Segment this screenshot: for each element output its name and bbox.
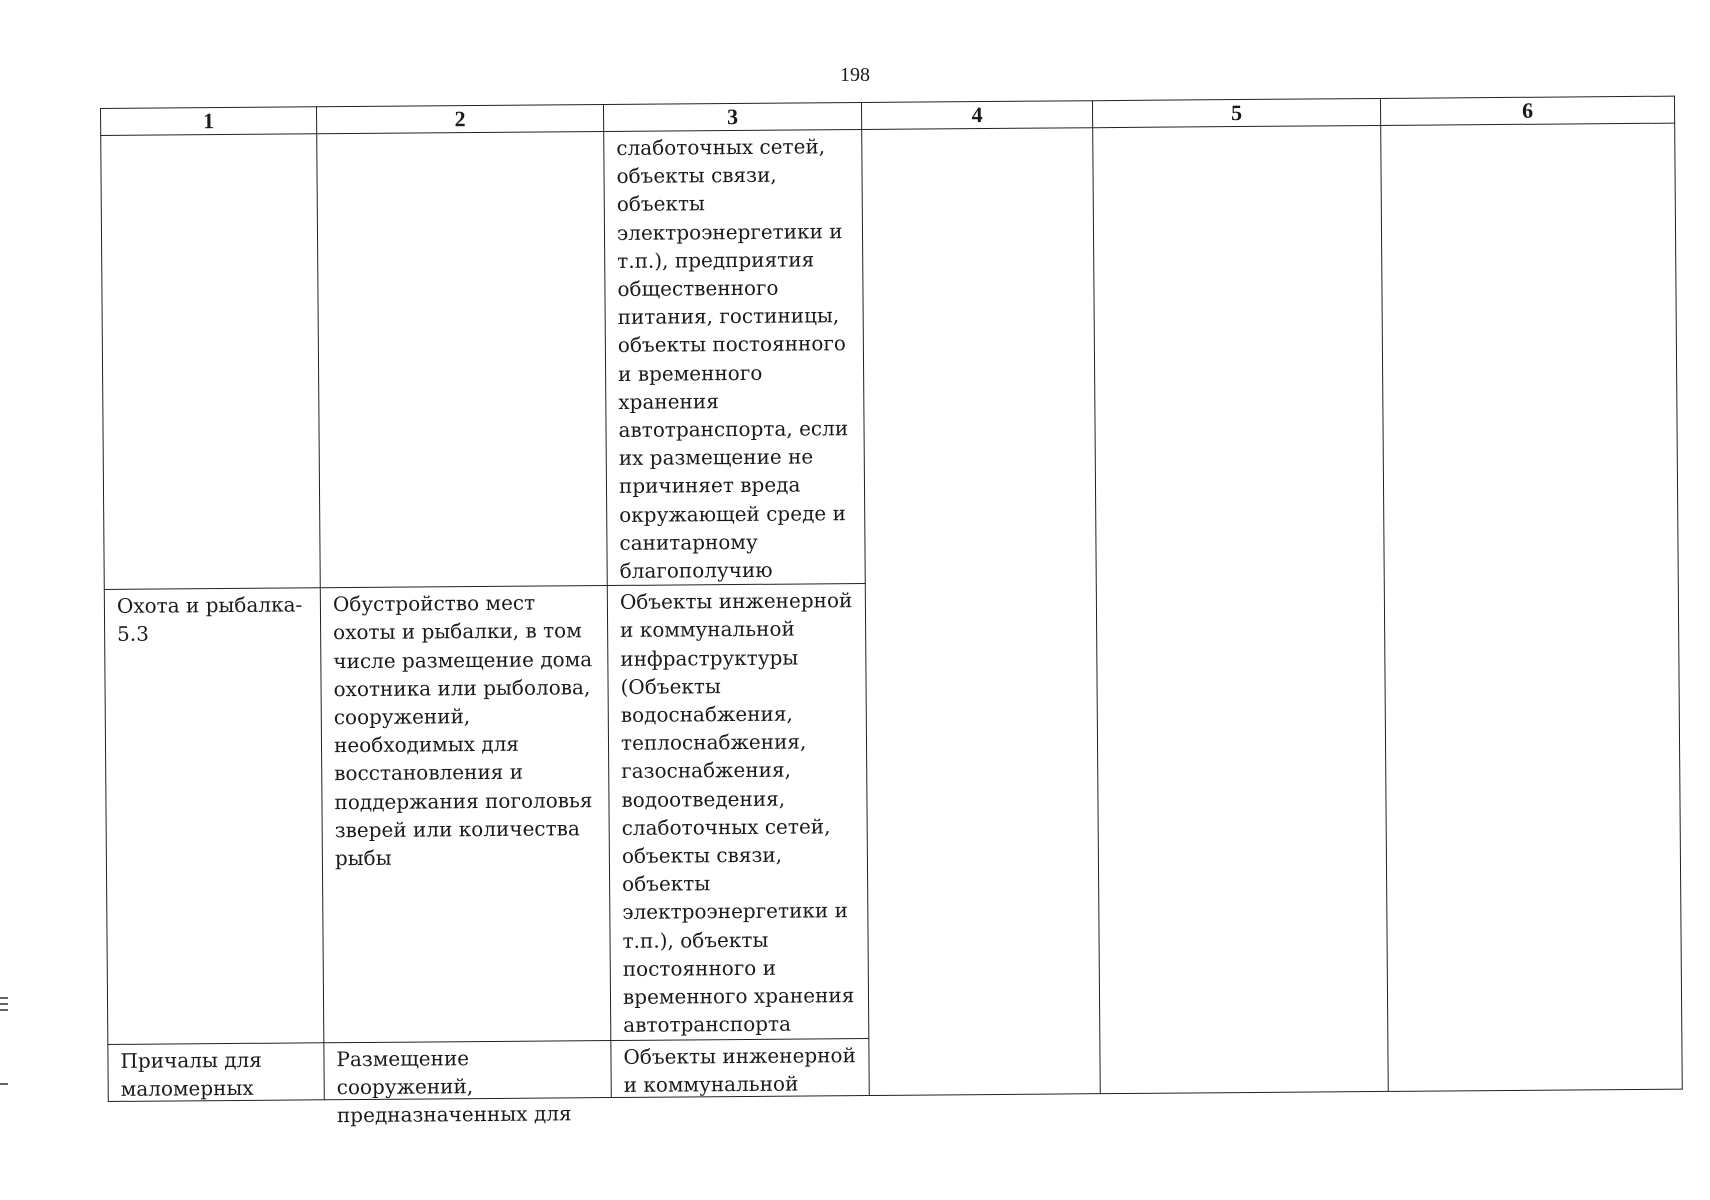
cell-text: Охота и рыбалка- 5.3 — [116, 592, 303, 647]
margin-mark — [0, 997, 8, 999]
table-cell-use-name — [101, 134, 321, 590]
table-row — [101, 123, 1679, 590]
table-cell-use-name — [108, 1042, 324, 1101]
table-cell-description — [324, 1040, 611, 1128]
table-cell-auxiliary-uses — [604, 130, 866, 586]
column-header-4: 4 — [861, 101, 1092, 130]
column-header-2: 2 — [316, 105, 603, 134]
table-cell-use-name — [104, 588, 324, 1044]
regulations-table — [100, 96, 1683, 1128]
margin-mark — [0, 1083, 8, 1085]
table-cell-description — [317, 132, 608, 588]
table-cell-column-6 — [1381, 123, 1683, 1091]
margin-mark — [0, 1003, 8, 1005]
column-header-6: 6 — [1380, 96, 1674, 125]
document-sheet — [100, 96, 1682, 1128]
table-cell-column-4 — [862, 128, 1101, 1095]
table-cell-auxiliary-uses — [611, 1038, 869, 1097]
column-header-1: 1 — [101, 107, 317, 136]
cell-text — [317, 132, 603, 136]
margin-mark — [0, 1009, 8, 1011]
cell-text: Обустройство мест охоты и рыбалки, в том числе размещение дома охотника или рыболова, сооружений, необходимых для восстановления и поддержания поголовья зверей или количества рыбы — [332, 590, 593, 871]
column-header-5: 5 — [1092, 98, 1380, 127]
cell-text — [101, 134, 316, 138]
cell-text: Размещение сооружений, предназначенных для — [336, 1045, 572, 1128]
table-cell-column-5 — [1093, 125, 1389, 1093]
cell-text: Объекты инженерной и коммунальной инфраструктуры (Объекты водоснабжения, теплоснабжения, газоснабжения, водоотведения, слаботочных сетей, объекты связи, объекты электроэнергетики и т.п.), объекты постоянного и временного хранения автотранспорта — [619, 588, 855, 1038]
cell-text: слаботочных сетей, объекты связи, объекты электроэнергетики и т.п.), предприятия общественного питания, гостиницы, объекты постоянного и временного хранения автотранспорта, если их размещение не причиняет вреда окружающей среде и санитарному благополучию — [616, 134, 849, 583]
cell-text: Причалы для маломерных — [120, 1047, 262, 1101]
cell-text: Объекты инженерной и коммунальной — [623, 1042, 856, 1097]
page-number: 198 — [840, 64, 870, 86]
table-cell-description — [320, 586, 611, 1042]
column-header-3: 3 — [603, 103, 861, 132]
table-cell-auxiliary-uses — [607, 584, 869, 1040]
